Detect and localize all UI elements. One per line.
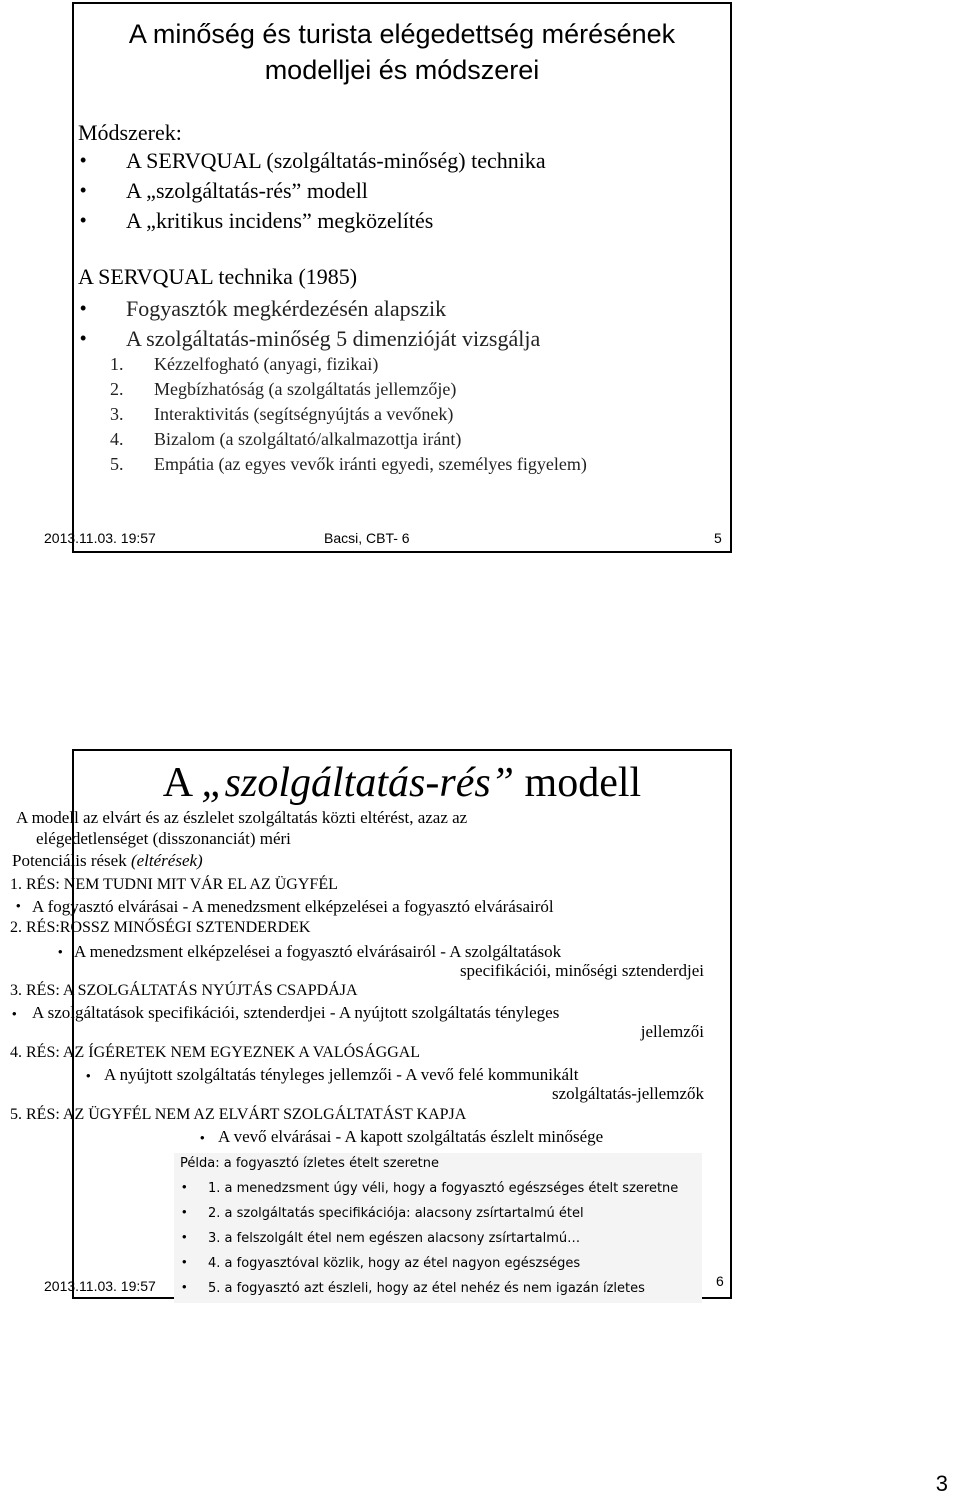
gap-5-detail: A vevő elvárásai - A kapott szolgáltatás észlelt minősége: [218, 1127, 604, 1146]
bullet-icon: •: [80, 150, 87, 170]
example-heading: Példa: a fogyasztó ízletes ételt szeretne: [180, 1156, 440, 1171]
bullet-icon: •: [182, 1254, 187, 1269]
gap-3-detail: A szolgáltatások specifikációi, sztenderdjei - A nyújtott szolgáltatás tényleges: [32, 1003, 560, 1022]
gap-5-heading: 5. RÉS: AZ ÜGYFÉL NEM AZ ELVÁRT SZOLGÁLTATÁST KAPJA: [10, 1106, 467, 1123]
bullet-icon: •: [80, 180, 87, 200]
list-item: 3.: [110, 404, 124, 424]
list-item: Empátia (az egyes vevők iránti egyedi, személyes figyelem): [154, 454, 587, 474]
gaps-heading: Potenciális rések (eltérések): [12, 851, 203, 870]
list-item: Bizalom (a szolgáltató/alkalmazottja iránt): [154, 429, 462, 449]
list-item: 5. a fogyasztó azt észleli, hogy az étel nehéz és nem igazán ízletes: [208, 1281, 645, 1296]
list-item: Fogyasztók megkérdezésén alapszik: [126, 296, 447, 321]
list-item: 2. a szolgáltatás specifikációja: alacsony zsírtartalmú étel: [208, 1206, 584, 1221]
gap-4-detail: A nyújtott szolgáltatás tényleges jellemzői - A vevő felé kommunikált: [104, 1065, 579, 1084]
bullet-icon: •: [80, 328, 87, 348]
bullet-icon: •: [16, 898, 21, 913]
list-item: 3. a felszolgált étel nem egészen alacsony zsírtartalmú…: [208, 1231, 581, 1246]
bullet-icon: •: [182, 1179, 187, 1194]
bullet-icon: •: [80, 298, 87, 318]
slide-number: 5: [714, 530, 722, 546]
slide-title: A „szolgáltatás-rés” modell: [162, 760, 642, 806]
list-item: Megbízhatóság (a szolgáltatás jellemzője): [154, 379, 457, 399]
gap-2-detail: A menedzsment elképzelései a fogyasztó elvárásairól - A szolgáltatások: [74, 942, 562, 961]
bullet-icon: •: [80, 210, 87, 230]
gap-1-detail: A fogyasztó elvárásai - A menedzsment elképzelései a fogyasztó elvárásairól: [32, 897, 554, 916]
slide-number: 6: [716, 1273, 724, 1289]
list-item: A „kritikus incidens” megközelítés: [126, 208, 434, 233]
list-item: 5.: [110, 454, 124, 474]
footer-center: Bacsi, CBT- 6: [324, 530, 410, 546]
list-item: Interaktivitás (segítségnyújtás a vevőnek): [154, 404, 454, 424]
footer-date: 2013.11.03. 19:57: [44, 1278, 156, 1294]
bullet-icon: •: [182, 1229, 187, 1244]
bullet-icon: •: [86, 1068, 91, 1083]
gap-1-heading: 1. RÉS: NEM TUDNI MIT VÁR EL AZ ÜGYFÉL: [10, 876, 338, 893]
bullet-icon: •: [182, 1204, 187, 1219]
slide-6: [10, 749, 732, 1299]
list-item: A szolgáltatás-minőség 5 dimenzióját vizsgálja: [126, 326, 541, 351]
page-number: 3: [935, 1471, 948, 1496]
gap-3-heading: 3. RÉS: A SZOLGÁLTATÁS NYÚJTÁS CSAPDÁJA: [10, 982, 358, 999]
bullet-icon: •: [58, 944, 63, 959]
bullet-icon: •: [182, 1279, 187, 1294]
example-box: [174, 1153, 702, 1303]
bullet-icon: •: [200, 1130, 205, 1145]
list-item: 1. a menedzsment úgy véli, hogy a fogyasztó egészséges ételt szeretne: [208, 1181, 679, 1196]
intro-line: A modell az elvárt és az észlelet szolgáltatás közti eltérést, azaz az: [16, 808, 468, 827]
list-item: 4. a fogyasztóval közlik, hogy az étel nagyon egészséges: [208, 1256, 581, 1271]
gap-2-detail: specifikációi, minőségi sztenderdjei: [459, 961, 704, 980]
list-item: 2.: [110, 379, 124, 399]
slide-5: [44, 2, 732, 553]
list-item: A SERVQUAL (szolgáltatás-minőség) technika: [126, 148, 546, 173]
list-item: 4.: [110, 429, 124, 449]
list-item: A „szolgáltatás-rés” modell: [126, 178, 368, 203]
gap-2-heading: 2. RÉS:ROSSZ MINŐSÉGI SZTENDERDEK: [10, 919, 311, 936]
gap-3-detail: jellemzői: [640, 1022, 704, 1041]
methods-heading: Módszerek:: [78, 120, 182, 145]
footer-date: 2013.11.03. 19:57: [44, 530, 156, 546]
gap-4-heading: 4. RÉS: AZ ÍGÉRETEK NEM EGYEZNEK A VALÓSÁGGAL: [10, 1044, 421, 1061]
list-item: Kézzelfogható (anyagi, fizikai): [154, 354, 379, 374]
slide-title: A minőség és turista elégedettség mérésének modelljei és módszerei: [128, 19, 676, 85]
servqual-heading: A SERVQUAL technika (1985): [78, 264, 358, 289]
bullet-icon: •: [12, 1006, 17, 1021]
list-item: 1.: [110, 354, 124, 374]
intro-line: elégedetlenséget (disszonanciát) méri: [36, 829, 291, 848]
gap-4-detail: szolgáltatás-jellemzők: [552, 1084, 704, 1103]
